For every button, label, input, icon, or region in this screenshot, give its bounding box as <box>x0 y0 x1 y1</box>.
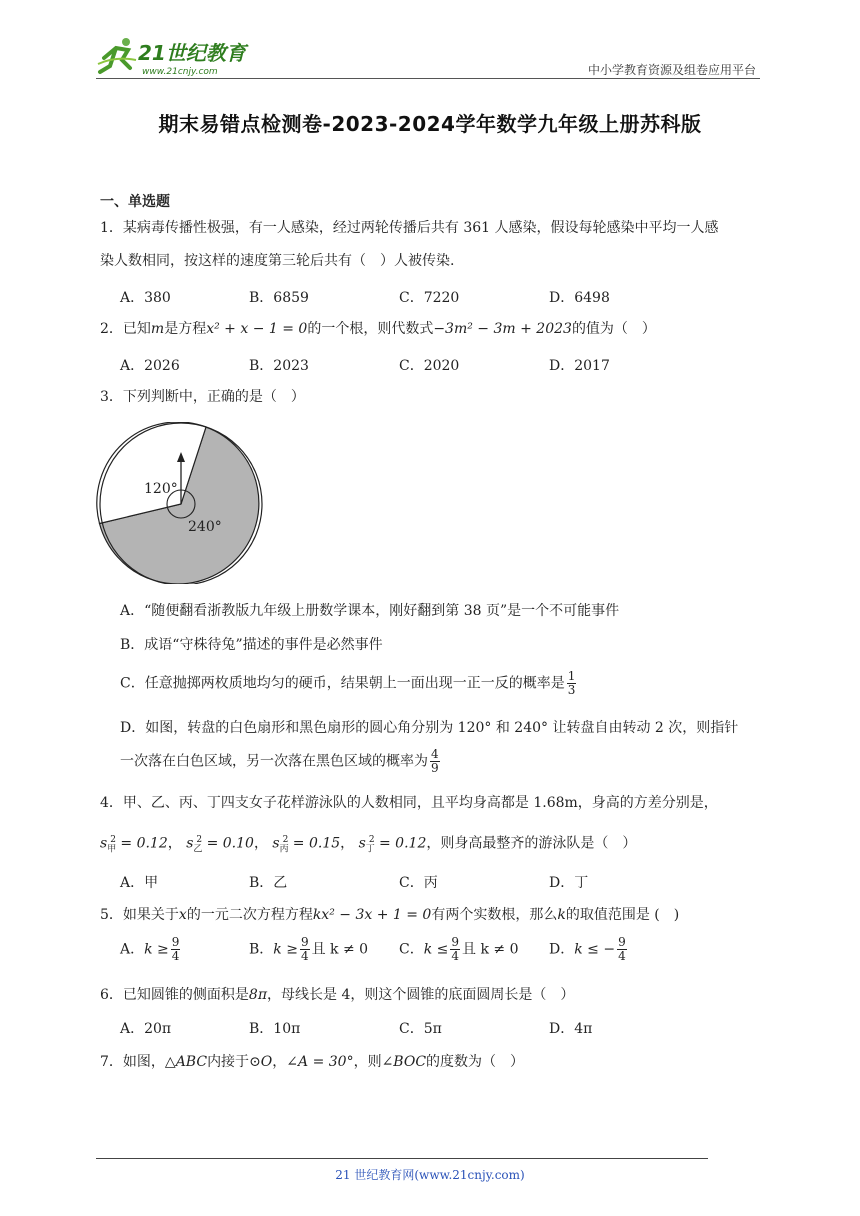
question-4-line-2: $s_甲^2 = 0.12$， $s_乙^2 = 0.10$， $s_丙^2 = 0.15$， $s_丁^2 = 0.12$，则身高最整齐的游泳队是（ ） <box>100 835 637 855</box>
page-title: 期末易错点检测卷-2023-2024学年数学九年级上册苏科版 <box>158 112 702 136</box>
question-4-line-1: 4．甲、乙、丙、丁四支女子花样游泳队的人数相同，且平均身高都是 1.68m，身高的方差分别是， <box>100 795 718 811</box>
q3-option-b: B．成语“守株待兔”描述的事件是必然事件 <box>120 637 383 653</box>
question-7: 7．如图，△ABC内接于⊙O，∠A = 30°，则∠BOC的度数为（ ） <box>100 1054 525 1070</box>
question-3: 3．下列判断中，正确的是（ ） <box>100 389 305 405</box>
q5-option-a: A．k ≥ $\frac{9}{4}$ <box>120 935 180 963</box>
question-2: 2．已知m是方程x² + x − 1 = 0的一个根，则代数式−3m² − 3m + 2023的值为（ ） <box>100 321 656 337</box>
q1-option-b: B．6859 <box>249 290 309 306</box>
q4-option-a: A．甲 <box>120 875 159 891</box>
q6-option-c: C．5π <box>399 1021 442 1037</box>
footer-link[interactable]: 21 世纪教育网(www.21cnjy.com) <box>335 1168 525 1182</box>
q5-option-c: C．k ≤ $\frac{9}{4}$ 且 k ≠ 0 <box>399 935 519 963</box>
q2-option-a: A．2026 <box>120 358 180 374</box>
q1-option-a: A．380 <box>120 290 171 306</box>
q3-option-d-line-2: 一次落在白色区域，另一次落在黑色区域的概率为 $\frac{4}{9}$ <box>120 747 439 775</box>
site-logo <box>96 36 258 78</box>
header-divider <box>96 78 760 79</box>
gray-angle-label: 240° <box>188 519 222 535</box>
q3-option-a: A．“随便翻看浙教版九年级上册数学课本，刚好翻到第 38 页”是一个不可能事件 <box>120 603 620 619</box>
spinner-figure <box>96 422 268 584</box>
svg-text:www.21cnjy.com: www.21cnjy.com <box>142 67 218 77</box>
white-angle-label: 120° <box>144 481 178 497</box>
q5-option-d: D．k ≤ − $\frac{9}{4}$ <box>549 935 626 963</box>
q3-option-d-line-1: D．如图，转盘的白色扇形和黑色扇形的圆心角分别为 120° 和 240° 让转盘自由转动 2 次，则指针 <box>120 720 739 736</box>
runner-icon <box>98 38 136 72</box>
footer-divider <box>96 1158 708 1159</box>
q6-option-d: D．4π <box>549 1021 593 1037</box>
q2-option-b: B．2023 <box>249 358 309 374</box>
q6-option-a: A．20π <box>120 1021 172 1037</box>
svg-text:21世纪教育: 21世纪教育 <box>138 41 246 65</box>
q2-option-d: D．2017 <box>549 358 610 374</box>
q1-option-c: C．7220 <box>399 290 460 306</box>
section-heading: 一、单选题 <box>100 194 170 210</box>
q2-option-c: C．2020 <box>399 358 460 374</box>
question-1-line-1: 1．某病毒传播性极强，有一人感染，经过两轮传播后共有 361 人感染，假设每轮感染中平均一人感 <box>100 220 719 236</box>
q4-option-c: C．丙 <box>399 875 438 891</box>
question-1-line-2: 染人数相同，按这样的速度第三轮后共有（ ）人被传染. <box>100 253 455 269</box>
question-5: 5．如果关于x的一元二次方程方程kx² − 3x + 1 = 0有两个实数根，那么k的取值范围是 ( ) <box>100 907 680 923</box>
q4-option-d: D．丁 <box>549 875 589 891</box>
q4-option-b: B．乙 <box>249 875 288 891</box>
q3-option-c: C．任意抛掷两枚质地均匀的硬币，结果朝上一面出现一正一反的概率是 $\frac{1}{3}$ <box>120 669 576 697</box>
q6-option-b: B．10π <box>249 1021 301 1037</box>
question-6: 6．已知圆锥的侧面积是8π，母线长是 4，则这个圆锥的底面圆周长是（ ） <box>100 987 575 1003</box>
q5-option-b: B．k ≥ $\frac{9}{4}$ 且 k ≠ 0 <box>249 935 369 963</box>
platform-name: 中小学教育资源及组卷应用平台 <box>587 63 756 77</box>
q1-option-d: D．6498 <box>549 290 610 306</box>
